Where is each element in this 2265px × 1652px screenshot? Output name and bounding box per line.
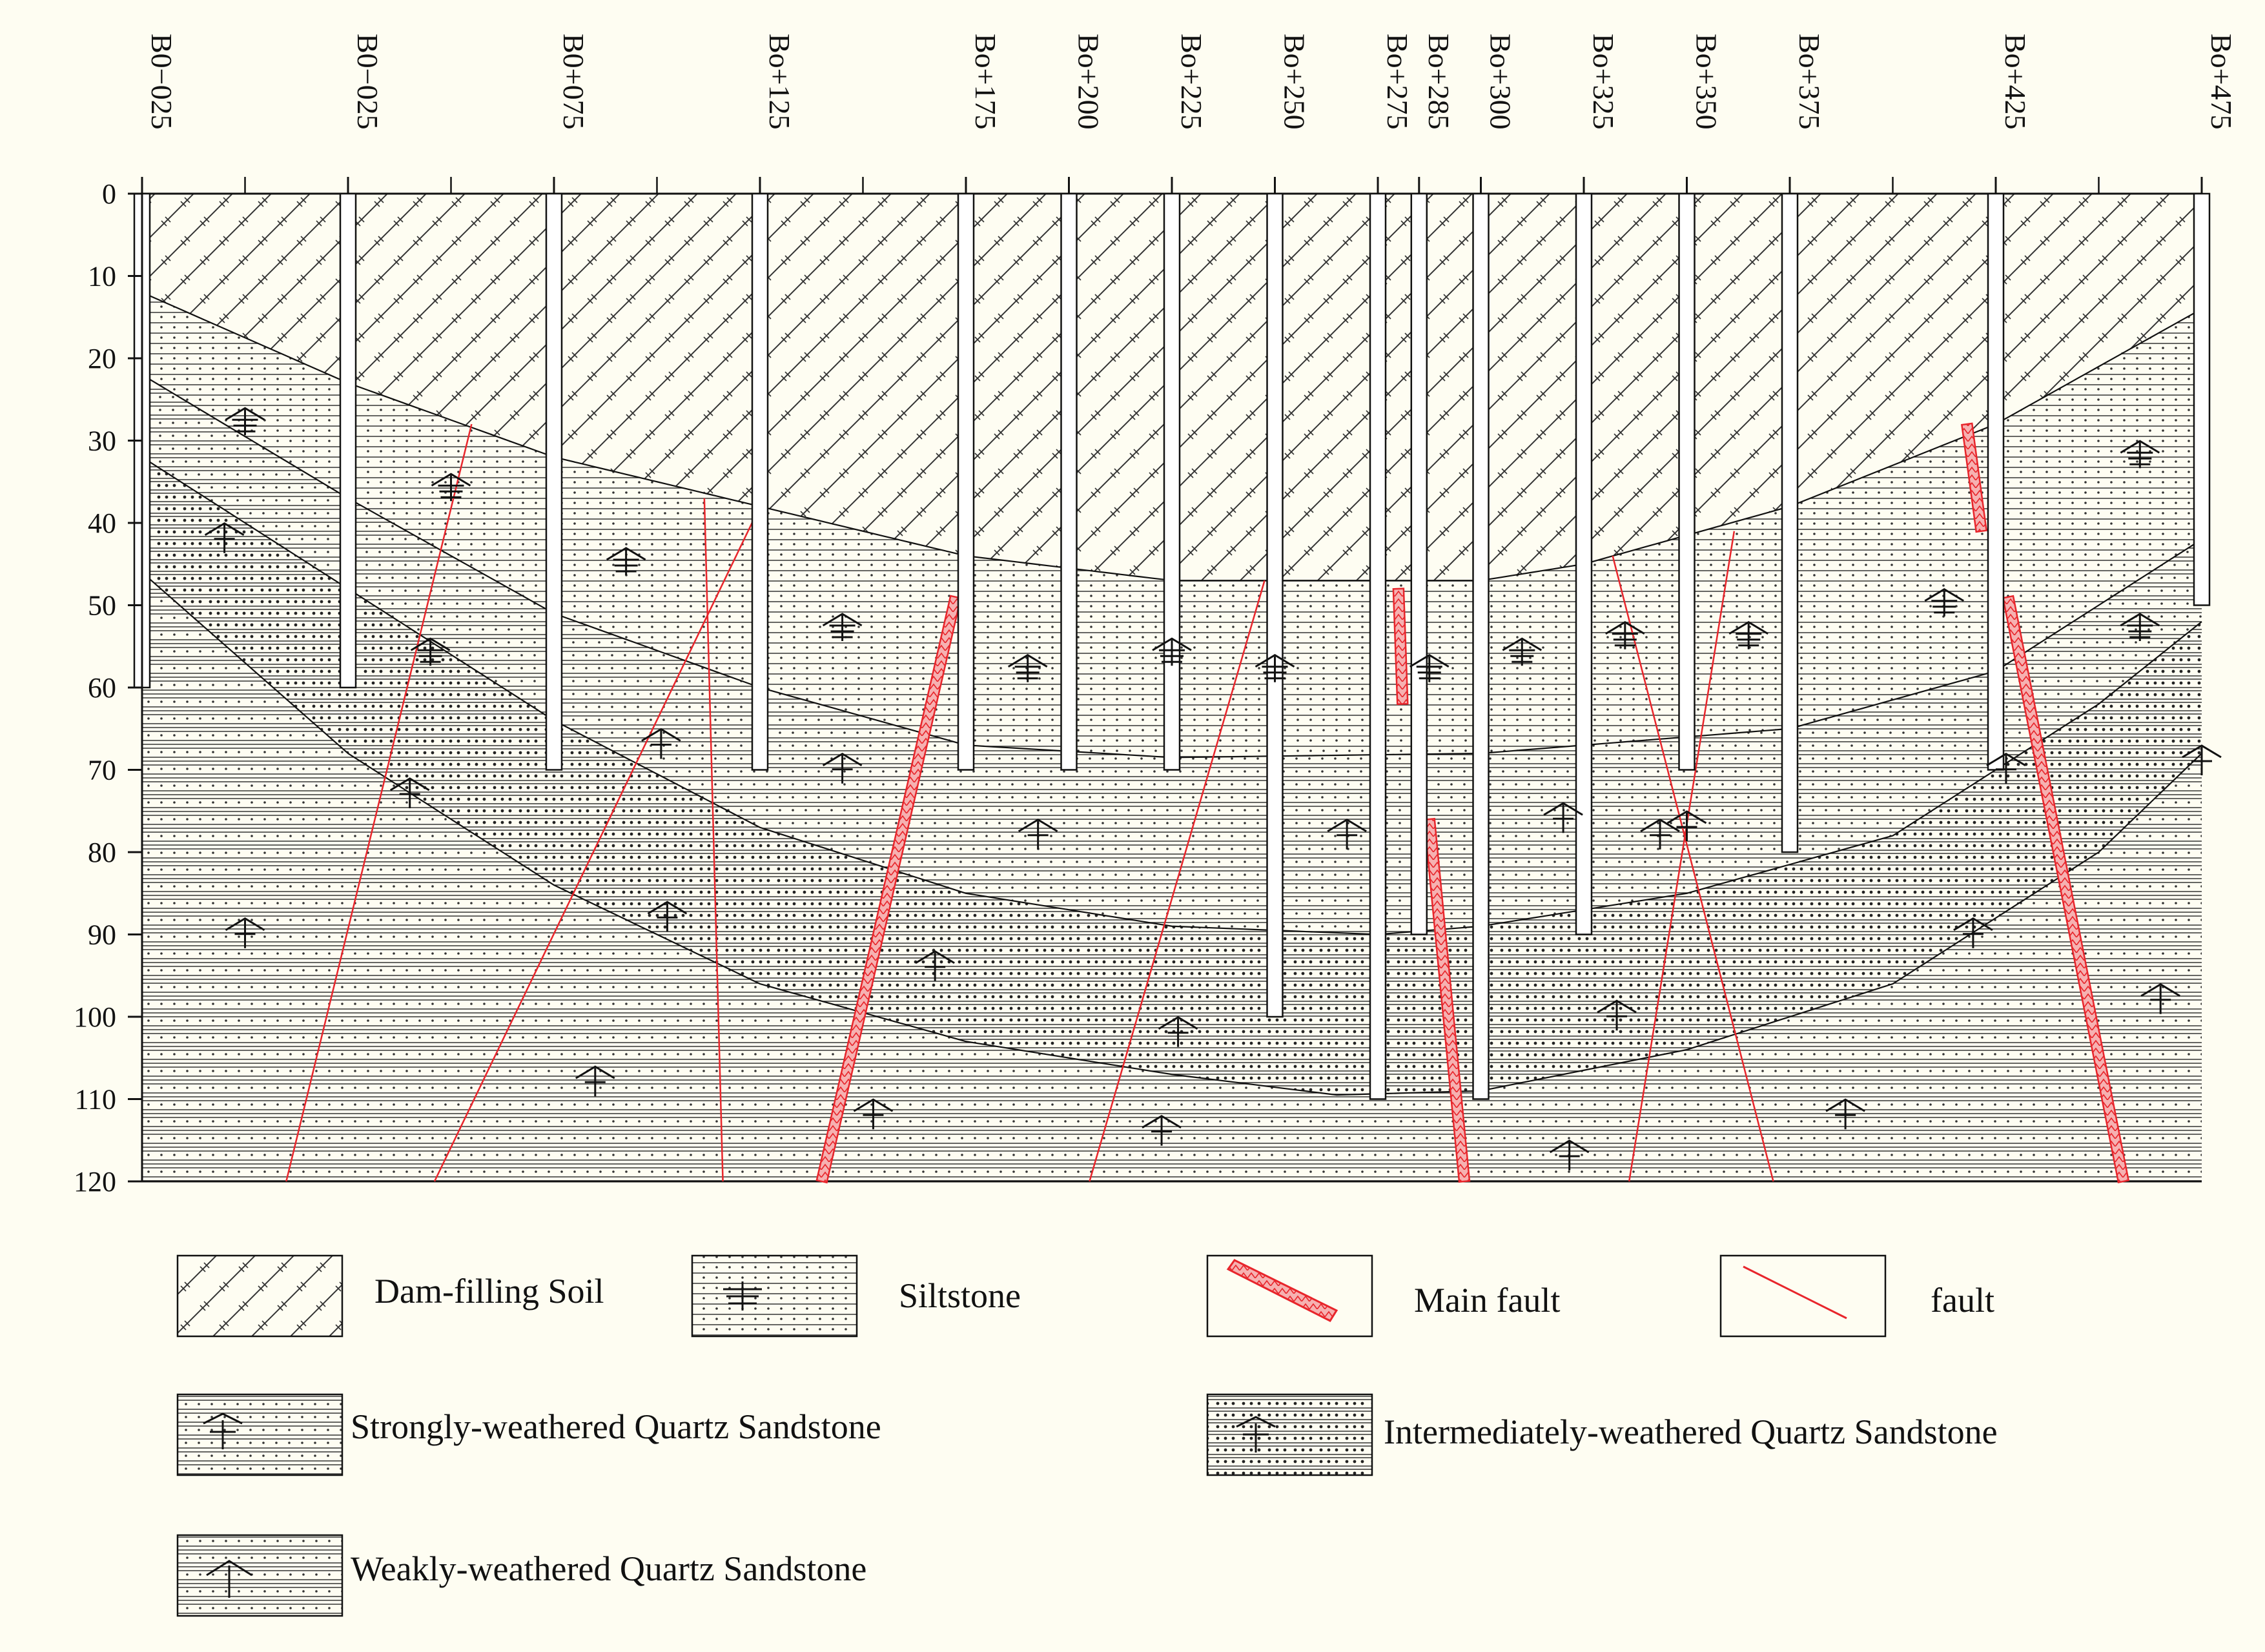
depth-tick-label: 100 <box>74 1001 116 1033</box>
depth-tick-label: 30 <box>88 425 116 457</box>
depth-tick-label: 80 <box>88 837 116 868</box>
depth-tick-label: 90 <box>88 919 116 951</box>
legend-label-fault: fault <box>1931 1281 1994 1320</box>
station-label: Bo+425 <box>1999 34 2032 130</box>
borehole-column <box>1411 194 1427 935</box>
station-label: Bo+285 <box>1422 34 1455 130</box>
borehole-column <box>340 194 356 688</box>
legend-swatch-dam-soil <box>178 1256 342 1336</box>
station-label: Bo+475 <box>2205 34 2238 130</box>
station-label: B0−025 <box>145 34 178 130</box>
legend-swatch-strong <box>178 1394 342 1475</box>
legend-label-siltstone: Siltstone <box>899 1276 1021 1315</box>
borehole-column <box>1061 194 1077 770</box>
depth-tick-label: 70 <box>88 754 116 786</box>
station-label: Bo+200 <box>1072 34 1105 130</box>
legend-label-main-fault: Main fault <box>1414 1281 1561 1320</box>
borehole-column <box>2194 194 2209 606</box>
legend-swatch-siltstone <box>692 1256 857 1336</box>
legend-label-strong: Strongly-weathered Quartz Sandstone <box>351 1407 881 1446</box>
legend-swatch-weak <box>178 1535 342 1616</box>
depth-tick-label: 110 <box>74 1083 116 1116</box>
station-label: Bo+325 <box>1587 34 1620 130</box>
borehole-column <box>1988 194 2004 770</box>
borehole-column <box>1473 194 1489 1099</box>
depth-tick-label: 20 <box>88 343 116 374</box>
station-label: Bo+125 <box>763 34 796 130</box>
depth-axis <box>74 178 142 1198</box>
depth-tick-label: 50 <box>88 589 116 622</box>
depth-tick-label: 10 <box>88 260 116 292</box>
station-label: Bo+375 <box>1793 34 1826 130</box>
station-label: B0−025 <box>351 34 384 130</box>
station-label: Bo+350 <box>1690 34 1723 130</box>
depth-tick-label: 0 <box>102 178 116 210</box>
station-label: Bo+250 <box>1278 34 1311 130</box>
station-label: Bo+300 <box>1484 34 1517 130</box>
borehole-column <box>1370 194 1386 1099</box>
borehole-column <box>1782 194 1798 852</box>
depth-tick-label: 60 <box>88 672 116 704</box>
station-label: Bo+275 <box>1381 34 1414 130</box>
legend-label-intermediate: Intermediately-weathered Quartz Sandstone <box>1384 1412 1998 1451</box>
borehole-column <box>1164 194 1180 770</box>
borehole-column <box>958 194 974 770</box>
borehole-column <box>752 194 768 770</box>
depth-tick-label: 120 <box>74 1166 116 1198</box>
borehole-column <box>1576 194 1592 935</box>
borehole-column <box>1679 194 1695 770</box>
legend <box>178 1256 1998 1616</box>
depth-tick-label: 40 <box>88 507 116 539</box>
station-label: Bo+175 <box>969 34 1002 130</box>
legend-swatch-intermediate <box>1207 1394 1372 1475</box>
legend-label-weak: Weakly-weathered Quartz Sandstone <box>351 1549 867 1588</box>
borehole-column <box>1267 194 1283 1017</box>
station-label: B0+075 <box>557 34 590 130</box>
legend-label-dam-soil: Dam-filling Soil <box>374 1272 604 1310</box>
borehole-column <box>546 194 562 770</box>
station-label: Bo+225 <box>1175 34 1208 130</box>
